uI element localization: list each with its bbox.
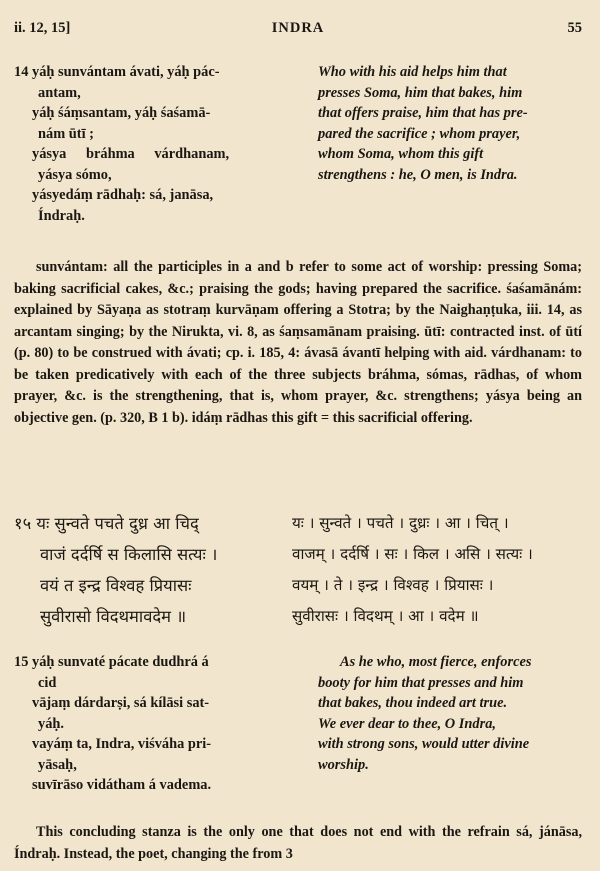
verse-line: vājaṃ dárdarṣi, sá kílāsi sat- — [32, 695, 210, 711]
verse-line: antam, — [38, 84, 81, 101]
devanagari-line: सुवीरासः । विदथम् । आ । वदेम ॥ — [292, 607, 479, 625]
verse-line: yáḥ. — [38, 715, 64, 732]
translation-line: that offers praise, him that has pre- — [318, 105, 528, 121]
devanagari-line: १५ यः सुन्वते पचते दुध्र आ चिद् — [14, 514, 199, 533]
devanagari-line: वाजं दर्दर्षि स किलासि सत्यः । — [40, 545, 218, 564]
verse-line: yáḥ śáṃsantam, yáḥ śaśamā- — [32, 105, 211, 121]
translation-line: presses Soma, him that bakes, him — [318, 84, 523, 101]
verse-line: nám ūtī ; — [38, 125, 94, 142]
verse-line: 14 yáḥ sunvántam ávati, yáḥ pác- — [14, 64, 220, 80]
devanagari-samhita — [14, 508, 294, 632]
verse-line: yásyedáṃ rādhaḥ: sá, janāsa, — [32, 187, 214, 203]
verse-line: yásya sómo, — [38, 166, 112, 183]
devanagari-line: यः । सुन्वते । पचते । दुध्रः । आ । चित् । — [292, 514, 509, 532]
verse-number: 14 — [14, 64, 29, 80]
verse-line: yāsaḥ, — [38, 756, 77, 773]
verse-line: vayáṃ ta, Indra, viśváha pri- — [32, 736, 212, 752]
translation-line: with strong sons, would utter divine — [318, 736, 530, 752]
verse-line: suvīrāso vidátham á vadema. — [32, 777, 212, 793]
verse-14-translation — [318, 62, 584, 185]
verse-line: 15 yáḥ sunvaté pácate dudhrá á — [14, 654, 209, 670]
translation-line: pared the sacrifice ; whom prayer, — [318, 125, 521, 142]
devanagari-line: सुवीरासो विदथमावदेम ॥ — [40, 607, 187, 626]
commentary-verse-15: This concluding stanza is the only one that does not end with the refrain sá, jánāsa, Índraḥ. Instead, the poet, changing the from 3 — [14, 824, 582, 862]
header-reference: ii. 12, 15] — [14, 20, 71, 36]
page-number: 55 — [567, 20, 582, 36]
running-header — [14, 20, 582, 42]
verse-line: yásya bráhma várdhanam, — [32, 146, 230, 162]
devanagari-line: वयम् । ते । इन्द्र । विश्वह । प्रियासः । — [292, 576, 494, 594]
header-title: INDRA — [271, 20, 325, 36]
verse-15-translation — [318, 652, 584, 775]
verse-14-text — [14, 62, 314, 226]
devanagari-line: वाजम् । दर्दर्षि । सः । किल । असि । सत्यः । — [292, 545, 533, 563]
devanagari-line: वयं त इन्द्र विश्वह प्रियासः — [40, 576, 192, 595]
translation-line: worship. — [318, 756, 369, 773]
verse-line: Índraḥ. — [38, 207, 85, 224]
translation-line: whom Soma, whom this gift — [318, 146, 484, 162]
translation-line: booty for him that presses and him — [318, 674, 524, 691]
translation-line: Who with his aid helps him that — [318, 64, 507, 80]
translation-line: that bakes, thou indeed art true. — [318, 695, 508, 711]
translation-line: As he who, most fierce, enforces — [340, 654, 532, 670]
verse-15-text — [14, 652, 314, 796]
translation-line: We ever dear to thee, O Indra, — [318, 715, 496, 732]
translation-line: strengthens : he, O men, is Indra. — [318, 166, 518, 183]
verse-line: cid — [38, 674, 57, 691]
verse-number: 15 — [14, 654, 29, 670]
devanagari-padapatha — [292, 508, 592, 632]
commentary-verse-14: sunvántam: all the participles in a and b refer to some act of worship: pressing Soma; baking sacrificial cakes, &c.; praising the gods; having prepared the sacrifice. śaśamānám: explained by Sāyaṇa as stotraṃ kurvāṇam offering a Stotra; by the Naighaṇṭuka, iii. 14, as arcantam singing; by the Nirukta, vi. 8, as śaṃsamānam praising. ūtī: contracted inst. of ūtí (p. 80) to be construed with ávati; cp. i. 185, 4: ávasā ávantī helping with aid. várdhanam: to be taken predicatively with each of the three subjects bráhma, sómas, rādhas, of whom prayer, &c. is the strengthening, that is, whom prayer, &c. strengthens; yásya being an objective gen. (p. 320, B 1 b). idáṃ rādhas this gift = this sacrificial offering. — [14, 259, 582, 426]
